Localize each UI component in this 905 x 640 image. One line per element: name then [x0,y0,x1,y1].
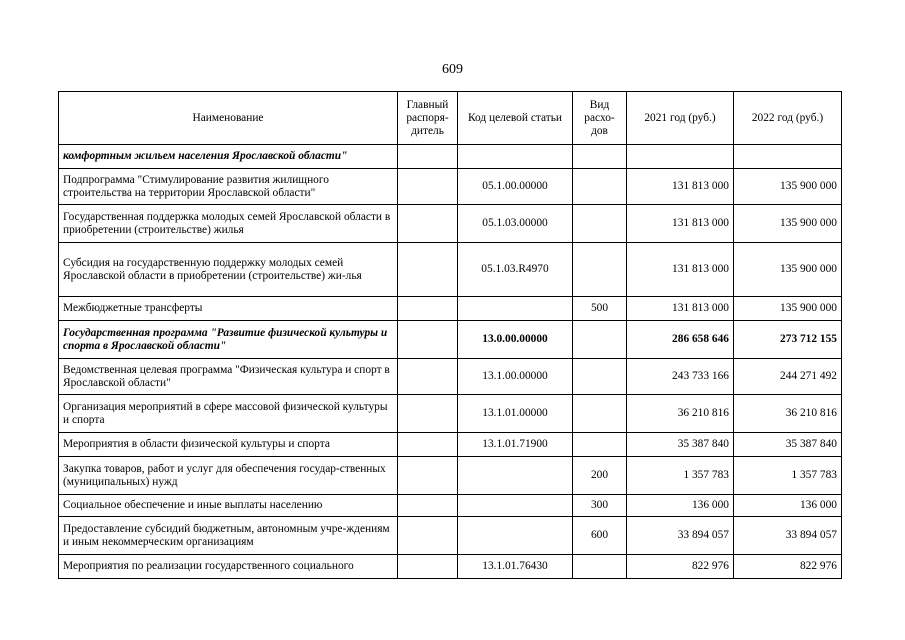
row-admin [398,243,458,297]
row-admin [398,433,458,457]
row-admin [398,321,458,359]
header-admin: Главный распоря- дитель [398,92,458,145]
row-code: 13.0.00.00000 [458,321,573,359]
row-2022: 822 976 [734,555,842,579]
row-2021: 822 976 [627,555,734,579]
row-name: Социальное обеспечение и иные выплаты населению [59,495,398,517]
table-row [59,321,842,359]
row-admin [398,145,458,169]
row-name: Предоставление субсидий бюджетным, автономным учре-ждениям и иным некоммерческим организациям [59,517,398,555]
row-type [573,169,627,205]
row-code [458,457,573,495]
header-name: Наименование [59,92,398,145]
row-admin [398,555,458,579]
row-type [573,395,627,433]
row-2021: 35 387 840 [627,433,734,457]
row-name: Ведомственная целевая программа "Физическая культура и спорт в Ярославской области" [59,359,398,395]
row-2022: 135 900 000 [734,297,842,321]
row-type: 300 [573,495,627,517]
row-name: Государственная поддержка молодых семей Ярославской области в приобретении (строительстве) жилья [59,205,398,243]
row-code: 13.1.01.71900 [458,433,573,457]
row-2022: 33 894 057 [734,517,842,555]
row-2022: 273 712 155 [734,321,842,359]
row-name: Государственная программа "Развитие физической культуры и спорта в Ярославской области" [59,321,398,359]
row-name: Мероприятия по реализации государственного социального [59,555,398,579]
table-row [59,169,842,205]
row-2022 [734,145,842,169]
row-admin [398,359,458,395]
row-type: 600 [573,517,627,555]
row-name: Мероприятия в области физической культуры и спорта [59,433,398,457]
row-code: 13.1.01.76430 [458,555,573,579]
row-code: 13.1.00.00000 [458,359,573,395]
row-code: 13.1.01.00000 [458,395,573,433]
row-2021: 131 813 000 [627,243,734,297]
table-row [59,243,842,297]
row-2022: 135 900 000 [734,205,842,243]
row-type [573,359,627,395]
row-type [573,433,627,457]
row-name: Закупка товаров, работ и услуг для обеспечения государ-ственных (муниципальных) нужд [59,457,398,495]
row-2021: 131 813 000 [627,205,734,243]
table-row [59,395,842,433]
row-type [573,555,627,579]
row-admin [398,169,458,205]
row-2021: 136 000 [627,495,734,517]
row-2022: 35 387 840 [734,433,842,457]
row-2021: 243 733 166 [627,359,734,395]
page-number: 609 [442,62,463,77]
row-2021: 286 658 646 [627,321,734,359]
row-2021: 1 357 783 [627,457,734,495]
row-code [458,495,573,517]
header-2021: 2021 год (руб.) [627,92,734,145]
row-code: 05.1.03.R4970 [458,243,573,297]
table-row [59,297,842,321]
row-admin [398,457,458,495]
header-expense-type: Вид расхо- дов [573,92,627,145]
row-code [458,145,573,169]
row-name: комфортным жильем населения Ярославской области" [59,145,398,169]
budget-table [58,91,842,579]
header-2022: 2022 год (руб.) [734,92,842,145]
table-row [59,145,842,169]
table-row [59,359,842,395]
row-name: Организация мероприятий в сфере массовой физической культуры и спорта [59,395,398,433]
row-name: Межбюджетные трансферты [59,297,398,321]
table-row [59,205,842,243]
row-code: 05.1.03.00000 [458,205,573,243]
row-2021: 131 813 000 [627,169,734,205]
row-2021: 36 210 816 [627,395,734,433]
row-2022: 244 271 492 [734,359,842,395]
row-2021 [627,145,734,169]
row-2021: 33 894 057 [627,517,734,555]
row-admin [398,517,458,555]
row-2022: 135 900 000 [734,169,842,205]
row-name: Подпрограмма "Стимулирование развития жилищного строительства на территории Ярославской области" [59,169,398,205]
row-admin [398,297,458,321]
header-code: Код целевой статьи [458,92,573,145]
row-type: 200 [573,457,627,495]
table-row [59,457,842,495]
row-type: 500 [573,297,627,321]
table-row [59,495,842,517]
row-code [458,517,573,555]
row-type [573,205,627,243]
table-header-row [59,92,842,145]
row-admin [398,395,458,433]
row-type [573,321,627,359]
row-2022: 136 000 [734,495,842,517]
table-row [59,517,842,555]
table-row [59,433,842,457]
row-admin [398,205,458,243]
row-type [573,145,627,169]
row-2022: 36 210 816 [734,395,842,433]
row-code: 05.1.00.00000 [458,169,573,205]
row-name: Субсидия на государственную поддержку молодых семей Ярославской области в приобретении (строительстве) жи-лья [59,243,398,297]
row-type [573,243,627,297]
row-code [458,297,573,321]
row-2022: 1 357 783 [734,457,842,495]
row-admin [398,495,458,517]
row-2022: 135 900 000 [734,243,842,297]
row-2021: 131 813 000 [627,297,734,321]
table-row [59,555,842,579]
